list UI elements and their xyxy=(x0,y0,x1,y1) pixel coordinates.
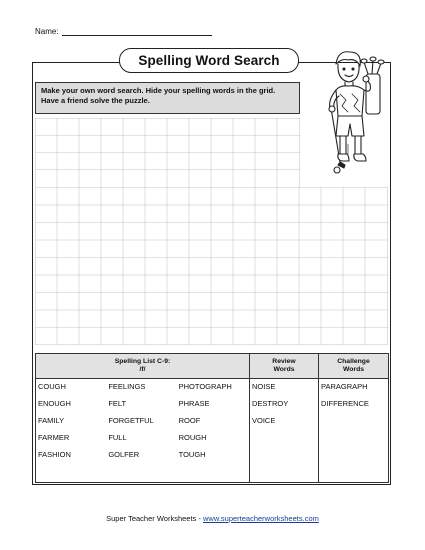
spelling-word: FEELINGS xyxy=(108,382,146,391)
spelling-word: GOLFER xyxy=(108,450,140,459)
challenge-word: DIFFERENCE xyxy=(321,399,369,408)
spelling-list-title: Spelling List C-9: xyxy=(114,357,171,365)
spelling-word: FASHION xyxy=(38,450,71,459)
spelling-words-cell xyxy=(36,379,250,483)
spelling-word: FULL xyxy=(108,433,127,442)
review-word: NOISE xyxy=(252,382,276,391)
review-word: VOICE xyxy=(252,416,276,425)
footer-text: Super Teacher Worksheets - xyxy=(106,514,203,523)
spelling-word: FELT xyxy=(108,399,127,408)
spelling-word: COUGH xyxy=(38,382,66,391)
word-search-grid-lower[interactable] xyxy=(35,187,388,345)
review-header-line1: Review xyxy=(272,357,296,365)
spelling-word: FAMILY xyxy=(38,416,65,425)
name-label: Name: xyxy=(35,27,59,36)
review-words-cell xyxy=(250,379,319,483)
spelling-list-sound: /f/ xyxy=(139,366,146,373)
spelling-word: TOUGH xyxy=(178,450,206,459)
word-search-grid-upper[interactable] xyxy=(35,118,300,187)
spelling-word: ENOUGH xyxy=(38,399,71,408)
footer xyxy=(0,514,425,523)
footer-link[interactable]: www.superteacherworksheets.com xyxy=(202,514,319,523)
spelling-list-header xyxy=(36,354,250,379)
spelling-word: ROUGH xyxy=(178,433,207,442)
spelling-word: PHRASE xyxy=(178,399,210,408)
instructions-box: Make your own word search. Hide your spelling words in the grid. Have a friend solve the puzzle. xyxy=(35,82,300,114)
spelling-word: PHOTOGRAPH xyxy=(178,382,232,391)
golfer-illustration-icon xyxy=(318,44,388,176)
spelling-word: FARMER xyxy=(38,433,70,442)
spelling-word: FORGETFUL xyxy=(108,416,154,425)
worksheet-title: Spelling Word Search xyxy=(119,48,299,73)
name-line[interactable] xyxy=(62,27,212,36)
review-word: DESTROY xyxy=(252,399,289,408)
challenge-words-cell xyxy=(319,379,389,483)
spelling-words-column-1 xyxy=(38,381,108,466)
challenge-header-line2: Words xyxy=(342,366,365,373)
review-words-header xyxy=(250,354,319,379)
spelling-words-column-2 xyxy=(108,381,178,466)
name-field xyxy=(35,27,212,36)
challenge-words-header xyxy=(319,354,389,379)
challenge-header-line1: Challenge xyxy=(337,357,370,365)
spelling-words-column-3 xyxy=(179,381,247,466)
spelling-word-table xyxy=(35,353,389,483)
review-header-line2: Words xyxy=(273,366,295,373)
spelling-word: ROOF xyxy=(178,416,201,425)
challenge-word: PARAGRAPH xyxy=(321,382,368,391)
